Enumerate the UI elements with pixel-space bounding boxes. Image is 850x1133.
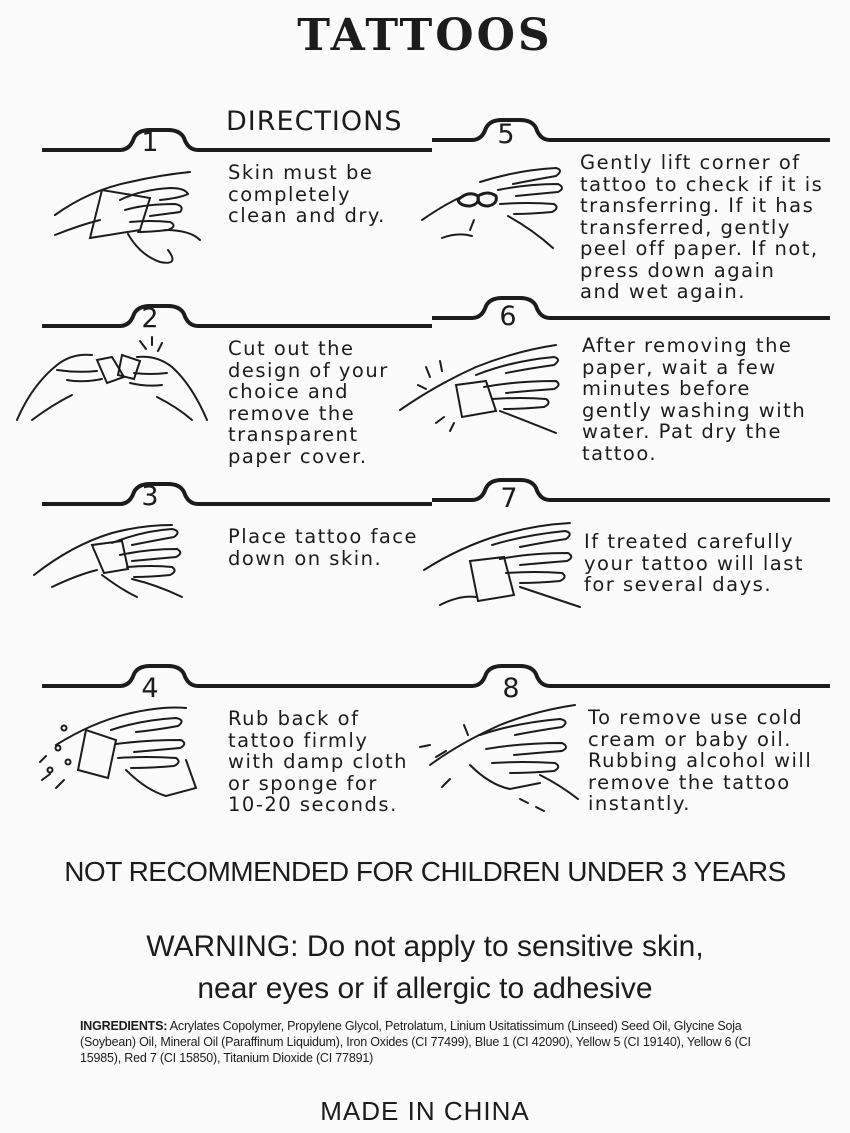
step-instruction: Gently lift corner of tattoo to check if it is transferring. If it has transferred, gently peel off paper. If not, press down again and wet again. — [580, 151, 824, 303]
hands-wiping-arm-icon — [50, 160, 210, 270]
step-instruction: Place tattoo face down on skin. — [228, 525, 419, 570]
step-divider — [42, 128, 432, 158]
hand-patting-dry-icon — [420, 515, 585, 610]
step-number: 2 — [141, 303, 159, 334]
step-divider — [42, 304, 432, 334]
step-divider — [42, 482, 432, 512]
origin-label: MADE IN CHINA — [320, 1096, 530, 1126]
hand-rubbing-cloth-icon — [36, 700, 206, 800]
warning-block — [60, 926, 790, 1010]
hand-removing-tattoo-icon — [410, 695, 585, 815]
ingredients-text: Acrylates Copolymer, Propylene Glycol, Petrolatum, Linium Usitatissimum (Linseed) Seed Oil, Glycine Soja (Soybean) Oil, Mineral Oil (Paraffinum Liquidum), Iron Oxides (CI 77499), Blue 1 (CI 42090), Yellow 5 (CI 19140), Yellow 6 (CI 15985), Red 7 (CI 15850), Titanium Dioxide (CI 77891) — [80, 1019, 751, 1065]
hand-washing-icon — [396, 335, 576, 435]
warning-line-1: WARNING: Do not apply to sensitive skin, — [146, 930, 704, 963]
page-title: TATTOOS — [297, 10, 553, 61]
step-instruction: If treated carefully your tattoo will last for several days. — [584, 530, 805, 596]
ingredients-list — [80, 1018, 780, 1066]
step-number: 6 — [499, 301, 517, 332]
hand-lifting-corner-icon — [418, 160, 568, 260]
warning-line-2: near eyes or if allergic to adhesive — [197, 972, 653, 1005]
hand-placing-tattoo-icon — [32, 515, 212, 600]
step-instruction: Rub back of tattoo firmly with damp cloth or sponge for 10-20 seconds. — [228, 707, 409, 816]
step-instruction: Skin must be completely clean and dry. — [228, 161, 386, 227]
age-notice: NOT RECOMMENDED FOR CHILDREN UNDER 3 YEARS — [64, 856, 786, 887]
step-divider — [42, 664, 432, 694]
directions-heading: DIRECTIONS — [226, 106, 403, 137]
step-number: 7 — [500, 483, 518, 514]
step-number: 8 — [502, 673, 520, 704]
step-instruction: After removing the paper, wait a few minutes before gently washing with water. Pat dry the tattoo. — [582, 334, 807, 465]
step-number: 1 — [141, 127, 159, 158]
step-number: 4 — [141, 673, 159, 704]
step-instruction: To remove use cold cream or baby oil. Rubbing alcohol will remove the tattoo instantly. — [588, 706, 813, 815]
ingredients-label: INGREDIENTS: — [80, 1019, 168, 1033]
step-number: 5 — [497, 119, 515, 150]
step-instruction: Cut out the design of your choice and remove the transparent paper cover. — [228, 337, 389, 468]
hands-peeling-paper-icon — [12, 335, 212, 425]
step-number: 3 — [141, 481, 159, 512]
